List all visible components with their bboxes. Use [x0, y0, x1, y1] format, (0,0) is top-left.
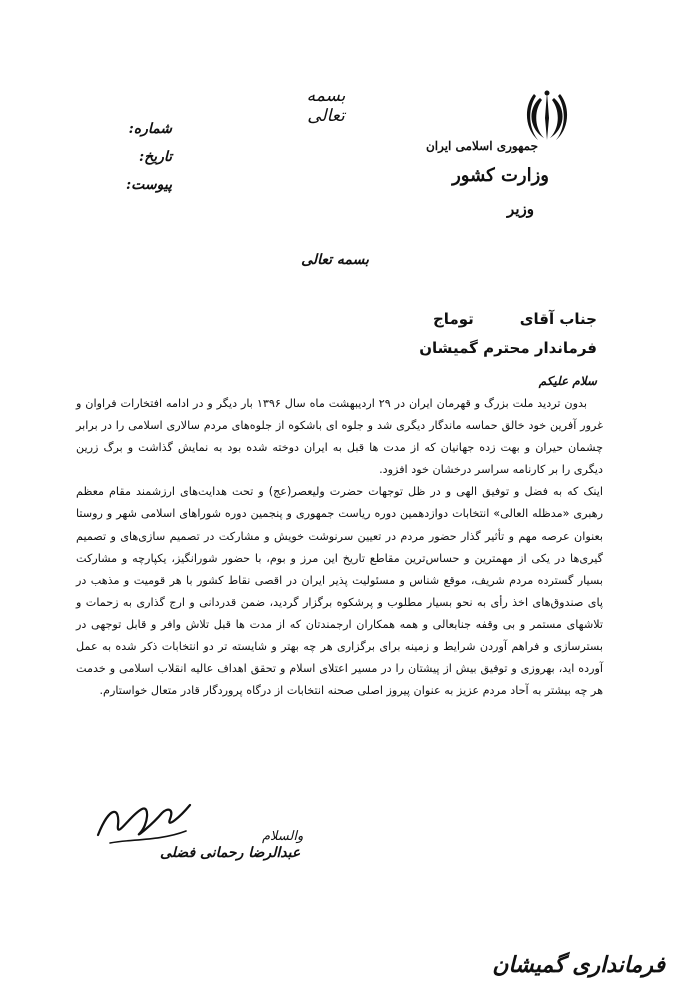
attachment-label: پیوست:	[126, 177, 172, 193]
watermark: فرمانداری گمیشان	[492, 952, 665, 978]
signatory-name: عبدالرضا رحمانی فضلی	[160, 845, 301, 861]
government-name: جمهوری اسلامی ایران	[425, 139, 538, 153]
letter-body	[76, 393, 603, 702]
addressee-name: توماج	[433, 310, 474, 328]
salutation: سلام علیکم	[538, 374, 597, 388]
letter-meta	[100, 115, 172, 199]
iran-emblem-icon	[522, 88, 572, 144]
addressee-prefix: جناب آقای	[519, 310, 597, 328]
paragraph-2: اینک که به فضل و توفیق الهی و در ظل توجهات حضرت ولیعصر(عج) و تحت هدایت‌های ارزشمند مقام معظم رهبری «مدظله العالی» انتخابات دوازدهمین دوره ریاست جمهوری و پنجمین دوره شوراهای اسلامی شهر و روستا بعنوان عرصه مهم و تأثیر گذار حضور مردم در تعیین سرنوشت خویش و مشارکت در تصمیم سازی‌های و تصمیم گیری‌ها در یکی از مهمترین و حساس‌ترین مقاطع تاریخ این مرز و بوم، با حضور شورانگیز، یکپارچه و مشارکت بسیار گسترده مردم شریف، موقع شناس و مسئولیت پذیر ایران در اقصی نقاط کشور با هر قومیت و مذهب در پای صندوق‌های اخذ رأی به نحو بسیار مطلوب و پرشکوه برگزار گردید، ضمن قدردانی و ارج گذاری به زحمات و تلاشهای مستمر و بی وقفه جنابعالی و همه همکاران ارجمندتان که از مدت ها قبل تلاش وافر و قابل توجهی در بسترسازی و فراهم آوردن شرایط و زمینه برای برگزاری هر چه بهتر و شایسته تر دو انتخابات ذکر شده به عمل آورده اید، بهروزی و توفیق بیش از پیشتان را در مسیر اعتلای اسلام و تحقق اهداف عالیه انقلاب اسلامی و خدمت هر چه بیشتر به آحاد مردم عزیز به عنوان پیروز اصلی صحنه انتخابات از درگاه پروردگار قادر متعال خواستارم.	[76, 485, 603, 698]
office-title: وزیر	[507, 200, 534, 218]
paragraph-1: بدون تردید ملت بزرگ و قهرمان ایران در ۲۹ اردیبهشت ماه سال ۱۳۹۶ بار دیگر و در ادامه افتخارات فراوان و غرور آفرین خود خالق حماسه ماندگار دیگری شد و جلوه ای باشکوه از جلوه‌های مردم سالاری اسلامی را در برابر چشمان حیران و بهت زده جهانیان که از مدت ها قبل به ایران دوخته شده بود به نمایش گذاشت و برگ زرین دیگری را بر کارنامه سراسر درخشان خود افزود.	[76, 397, 603, 477]
invocation: بسمه تعالی	[301, 252, 369, 268]
number-label: شماره:	[128, 121, 172, 137]
date-label: تاریخ:	[138, 149, 172, 165]
ministry-name: وزارت کشور	[452, 165, 549, 186]
closing: والسلام	[262, 829, 304, 844]
addressee-line-1	[419, 305, 597, 334]
addressee	[419, 305, 597, 363]
addressee-line-2: فرماندار محترم گمیشان	[419, 339, 597, 357]
invocation-top: بسمه تعالی	[306, 86, 346, 126]
